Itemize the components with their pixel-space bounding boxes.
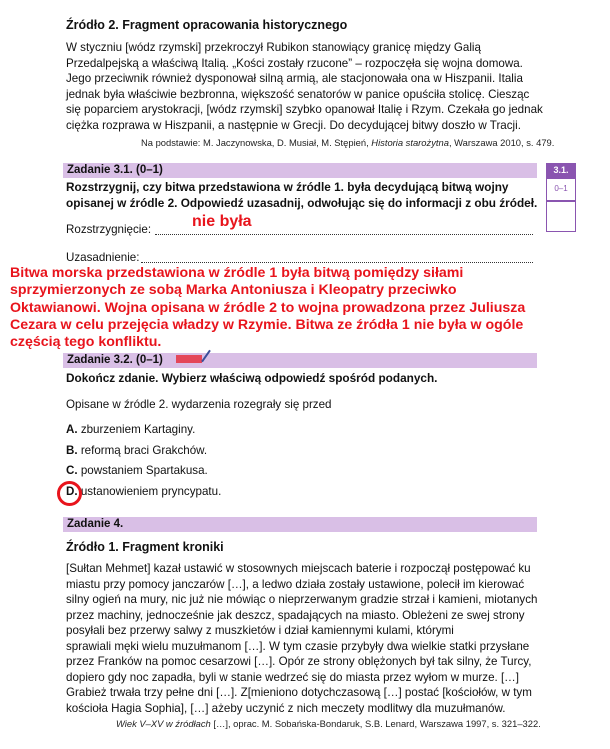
score-label: 3.1. bbox=[546, 163, 576, 178]
decision-label: Rozstrzygnięcie: bbox=[66, 223, 152, 236]
source2-line: się poparciem arystokracji, [wódz rzymski] szybko opanował Italię i Rzym. Czekała go jednak bbox=[66, 103, 543, 116]
source1-line: [Sułtan Mehmet] kazał ustawić w stosownych miejscach baterie i rozpoczął postępować ku bbox=[66, 562, 531, 575]
source2-citation: Na podstawie: M. Jaczynowska, D. Musiał, M. Stępień, Historia starożytna, Warszawa 2010, s. 479. bbox=[141, 137, 555, 148]
task31-header: Zadanie 3.1. (0–1) bbox=[67, 164, 163, 176]
source2-title: Źródło 2. Fragment opracowania historycznego bbox=[66, 18, 348, 32]
source1-line: przez Franków na pomoc cesarzowi […]. Opór ze strony oblężonych był tak silny, że Turcy, bbox=[66, 655, 532, 668]
checkbox-marks-icon bbox=[176, 355, 202, 363]
handwritten-line: częścią tego konfliktu. bbox=[10, 334, 162, 351]
source1-line: posyłali bez przerwy salwy z muszkietów i dział kamiennymi kulami, którymi bbox=[66, 624, 454, 637]
source1-citation: Wiek V–XV w źródłach […], oprac. M. Sobańska-Bondaruk, S.B. Lenard, Warszawa 1997, s. 321–322. bbox=[116, 718, 541, 729]
source1-line: miastu przy pomocy janczarów […], a ledwo działa zostały ustawione, polecił im kierować bbox=[66, 577, 525, 591]
handwritten-answer: nie była bbox=[192, 213, 252, 230]
task31-instruction-1: Rozstrzygnij, czy bitwa przedstawiona w źródle 1. była decydującą bitwą wojny bbox=[66, 180, 509, 194]
option-c[interactable]: C. powstaniem Spartakusa. bbox=[66, 464, 208, 477]
source1-line: silny ogień na mury, nic już nie mówiąc o nieprzerwanym gradzie strzał i kamieni, miotanych bbox=[66, 593, 538, 606]
task31-instruction-2: opisanej w źródle 2. Odpowiedź uzasadnij, odwołując się do informacji z obu źródeł. bbox=[66, 196, 538, 210]
source1-line: dopiero gdy noc zapadła, byli w stanie wedrzeć się do miasta przez wyłom w murze. […] bbox=[66, 670, 519, 684]
source2-line: ciężka rozprawa w Hiszpanii, a następnie w Grecji. Do decydującej bitwy doszło w Tracji. bbox=[66, 118, 521, 132]
handwritten-justification bbox=[10, 265, 605, 351]
task4-band bbox=[63, 517, 537, 532]
justification-label: Uzasadnienie: bbox=[66, 251, 140, 264]
score-range: 0–1 bbox=[546, 178, 576, 202]
task32-band bbox=[63, 353, 537, 368]
handwritten-line: Cezara w celu przejęcia władzy w Rzymie. Bitwa ze źródła 1 nie była w ogóle bbox=[10, 316, 524, 333]
decision-line[interactable] bbox=[155, 234, 533, 235]
source1-line: przez machiny, jednocześnie jak deszcz, spadających na miasto. Obleżeni ze swej strony bbox=[66, 608, 525, 622]
source2-line: W styczniu [wódz rzymski] przekroczył Rubikon stanowiący granicę między Galią bbox=[66, 41, 481, 54]
source2-line: Jego przeciwnik również dysponował silną armią, ale stacjonowała ona w Hiszpanii. Italia bbox=[66, 72, 523, 85]
source2-line: Przedalpejską a właściwą Italią. „Kości zostały rzucone” – rozpoczęła się wojna domowa. bbox=[66, 56, 523, 70]
source1-line: kościoła Hagia Sophia], […] ażeby uczynić z nich meczety modlitwy dla muzułmanów. bbox=[66, 701, 506, 715]
option-a[interactable]: A. zburzeniem Kartaginy. bbox=[66, 423, 196, 436]
task4-header: Zadanie 4. bbox=[67, 518, 124, 530]
selected-answer-circle bbox=[57, 481, 82, 506]
task31-band bbox=[63, 163, 537, 178]
source2-text bbox=[66, 40, 546, 133]
option-d[interactable]: D. ustanowieniem pryncypatu. bbox=[66, 485, 222, 498]
source1-line: Grabież trwała trzy pełne dni […]. Z[mieniono dotychczasową […] postać [kościołów, w tym bbox=[66, 686, 532, 699]
justification-line[interactable] bbox=[141, 262, 533, 263]
score-box[interactable] bbox=[546, 200, 576, 232]
source1-line: sprawiali męki wielu muzułmanom […]. W tym czasie przybyły dwa wielkie statki przysłane bbox=[66, 639, 530, 653]
task32-instruction: Dokończ zdanie. Wybierz właściwą odpowiedź spośród podanych. bbox=[66, 371, 438, 385]
handwritten-line: sprzymierzonych ze sobą Marka Antoniusza i Kleopatry przeciwko bbox=[10, 282, 457, 299]
task32-header: Zadanie 3.2. (0–1) bbox=[67, 354, 163, 366]
source1-text bbox=[66, 561, 546, 716]
task32-stem: Opisane w źródle 2. wydarzenia rozegrały się przed bbox=[66, 398, 332, 411]
handwritten-line: Bitwa morska przedstawiona w źródle 1 była bitwą pomiędzy siłami bbox=[10, 265, 464, 281]
source2-line: jednak była właściwie bezbronna, większość senatorów w panice opuściła stolicę. Ciesząc bbox=[66, 87, 530, 101]
source1-title: Źródło 1. Fragment kroniki bbox=[66, 540, 224, 554]
option-b[interactable]: B. reformą braci Grakchów. bbox=[66, 444, 208, 457]
handwritten-line: Oktawianowi. Wojna opisana w źródle 2 to wojna prowadzona przez Juliusza bbox=[10, 299, 526, 316]
